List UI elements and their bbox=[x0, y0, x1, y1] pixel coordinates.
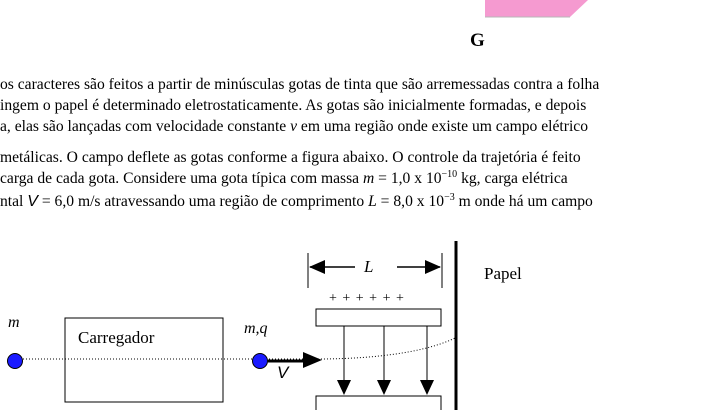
velocity-variable-v: V bbox=[27, 193, 38, 210]
charger-label: Carregador bbox=[78, 328, 155, 347]
field-arrowhead-2 bbox=[377, 380, 391, 395]
paragraph-line-2: ingem o papel é determinado eletrostaticamente. As gotas são inicialmente formadas, e depois bbox=[0, 97, 587, 114]
paragraph-line-3: a, elas são lançadas com velocidade constante v em uma região onde existe um campo elétrico bbox=[0, 118, 588, 135]
length-arrowhead-left bbox=[309, 260, 325, 274]
length-arrowhead-right bbox=[425, 260, 441, 274]
lower-plate bbox=[316, 396, 441, 410]
mass-charge-label: m,q bbox=[244, 320, 268, 337]
paragraph-line-4: metálicas. O campo deflete as gotas conforme a figura abaixo. O controle da trajetória é feito bbox=[0, 149, 581, 166]
figure-g-pink-shape bbox=[0, 0, 725, 30]
plus-signs: + + + + + + bbox=[329, 291, 405, 306]
paper-label: Papel bbox=[484, 264, 522, 283]
paragraph-line-6: ntal V = 6,0 m/s atravessando uma região de comprimento L = 8,0 x $10^{-3}$ m onde há um campo bbox=[0, 192, 593, 210]
ink-drop-left bbox=[8, 354, 23, 369]
length-variable: L bbox=[368, 193, 377, 210]
figure-label-g: G bbox=[470, 30, 485, 51]
velocity-label: V bbox=[277, 363, 289, 382]
inkjet-diagram bbox=[0, 232, 725, 410]
mass-label-left: m bbox=[8, 314, 20, 331]
paragraph-line-1: os caracteres são feitos a partir de minúsculas gotas de tinta que são arremessadas contra a folha bbox=[0, 76, 600, 93]
velocity-variable: v bbox=[290, 118, 298, 135]
paragraph-line-5: carga de cada gota. Considere uma gota típica com massa m = 1,0 x $10^{-10}$ kg, carga elétrica bbox=[0, 169, 568, 187]
ink-drop-charged bbox=[253, 354, 268, 369]
velocity-arrowhead bbox=[303, 352, 322, 368]
upper-plate bbox=[316, 309, 441, 326]
length-label: L bbox=[364, 257, 374, 276]
mass-variable: m bbox=[363, 170, 375, 187]
field-arrowhead-3 bbox=[420, 380, 434, 395]
deflected-trajectory bbox=[318, 338, 455, 359]
field-arrowhead-1 bbox=[337, 380, 351, 395]
